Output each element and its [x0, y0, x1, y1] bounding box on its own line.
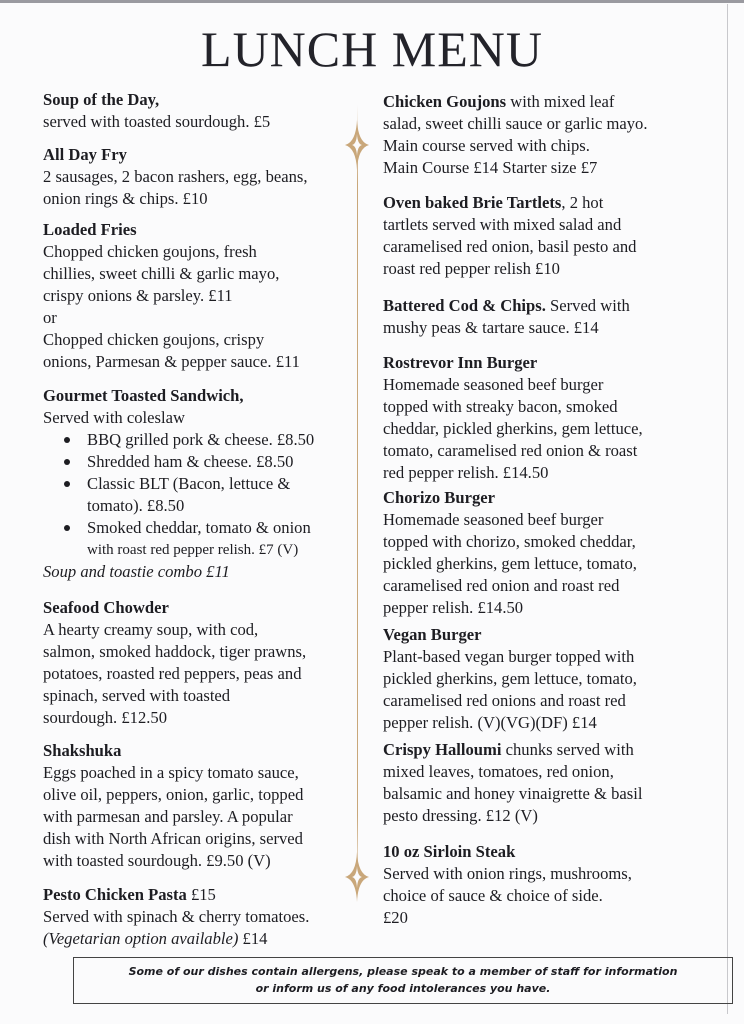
menu-item-description: pesto dressing. £12 (V)	[383, 806, 538, 825]
menu-item-description: Homemade seasoned beef burger	[383, 375, 604, 394]
menu-item-heading	[383, 487, 637, 509]
menu-item-description: pickled gherkins, gem lettuce, tomato,	[383, 554, 637, 573]
menu-item-title: Pesto Chicken Pasta	[43, 885, 187, 904]
menu-item-description: Plant-based vegan burger topped with	[383, 647, 635, 666]
menu-item-description: served with toasted sourdough. £5	[43, 112, 271, 131]
option-text: Shredded ham & cheese. £8.50	[87, 452, 294, 471]
menu-item-heading	[43, 219, 300, 241]
menu-item-title: Loaded Fries	[43, 220, 137, 239]
menu-item-description: Served with coleslaw	[43, 408, 185, 427]
menu-item-title-suffix: with mixed leaf	[506, 92, 615, 111]
option-item	[87, 473, 314, 517]
menu-item-description: mushy peas & tartare sauce. £14	[383, 318, 599, 337]
menu-item-description: 2 sausages, 2 bacon rashers, egg, beans,	[43, 167, 308, 186]
menu-item-heading	[43, 89, 270, 111]
menu-item-heading	[383, 739, 642, 761]
menu-item-title: Shakshuka	[43, 741, 122, 760]
menu-item-description: pepper relish. £14.50	[383, 598, 524, 617]
menu-item-description: potatoes, roasted red peppers, peas and	[43, 664, 302, 683]
menu-item	[43, 597, 306, 729]
menu-item-description: with toasted sourdough. £9.50 (V)	[43, 851, 271, 870]
menu-item-description: caramelised red onion and roast red	[383, 576, 620, 595]
menu-item-description: onion rings & chips. £10	[43, 189, 208, 208]
menu-item-description: choice of sauce & choice of side.	[383, 886, 603, 905]
menu-item-title: Chicken Goujons	[383, 92, 507, 111]
menu-item-description: olive oil, peppers, onion, garlic, topped	[43, 785, 304, 804]
menu-item-title: Chorizo Burger	[383, 488, 495, 507]
option-item	[87, 451, 314, 473]
menu-item-description: A hearty creamy soup, with cod,	[43, 620, 259, 639]
allergen-notice	[73, 957, 733, 1004]
menu-item	[383, 487, 637, 619]
menu-item-title-suffix: , 2 hot	[561, 193, 604, 212]
menu-item-description: £20	[383, 908, 408, 927]
menu-item-description: spinach, served with toasted	[43, 686, 231, 705]
menu-item-title: Gourmet Toasted Sandwich,	[43, 386, 244, 405]
menu-item	[43, 740, 303, 872]
menu-item-heading	[383, 841, 632, 863]
menu-item	[43, 89, 270, 133]
menu-item-title: All Day Fry	[43, 145, 127, 164]
menu-item-description: cheddar, pickled gherkins, gem lettuce,	[383, 419, 643, 438]
menu-item-heading	[383, 91, 647, 113]
menu-item-description: onions, Parmesan & pepper sauce. £11	[43, 352, 300, 371]
option-text: tomato). £8.50	[87, 496, 185, 515]
menu-item	[383, 352, 643, 484]
menu-item-title: Oven baked Brie Tartlets	[383, 193, 562, 212]
option-item	[87, 429, 314, 451]
menu-item-description: caramelised red onion, basil pesto and	[383, 237, 637, 256]
menu-item-description: chillies, sweet chilli & garlic mayo,	[43, 264, 280, 283]
menu-item-description: Eggs poached in a spicy tomato sauce,	[43, 763, 299, 782]
menu-item-description: pickled gherkins, gem lettuce, tomato,	[383, 669, 637, 688]
menu-item-description: Chopped chicken goujons, crispy	[43, 330, 265, 349]
menu-item	[383, 841, 632, 929]
option-list	[43, 429, 314, 561]
menu-item-note	[43, 928, 309, 950]
menu-item-description: Served with spinach & cherry tomatoes.	[43, 907, 310, 926]
menu-item-heading	[383, 624, 637, 646]
menu-item-description: crispy onions & parsley. £11	[43, 286, 233, 305]
menu-item-description: Homemade seasoned beef burger	[383, 510, 604, 529]
menu-item-description: or	[43, 308, 57, 327]
menu-item-title-suffix: chunks served with	[501, 740, 634, 759]
menu-item	[383, 295, 630, 339]
column-divider	[357, 105, 358, 895]
menu-item-description: topped with chorizo, smoked cheddar,	[383, 532, 636, 551]
menu-item-heading	[43, 884, 309, 906]
option-text: Smoked cheddar, tomato & onion	[87, 518, 311, 537]
menu-item-description: topped with streaky bacon, smoked	[383, 397, 618, 416]
menu-item-description: tartlets served with mixed salad and	[383, 215, 622, 234]
menu-item-description: tomato, caramelised red onion & roast	[383, 441, 638, 460]
menu-item-description: Main Course £14 Starter size £7	[383, 158, 598, 177]
menu-item-description: balsamic and honey vinaigrette & basil	[383, 784, 643, 803]
menu-item-description: Main course served with chips.	[383, 136, 590, 155]
menu-item-description: mixed leaves, tomatoes, red onion,	[383, 762, 614, 781]
option-text: BBQ grilled pork & cheese. £8.50	[87, 430, 315, 449]
sparkle-star-icon	[345, 120, 369, 170]
menu-item-title: 10 oz Sirloin Steak	[383, 842, 516, 861]
option-item	[87, 517, 314, 561]
menu-item-description: dish with North African origins, served	[43, 829, 303, 848]
menu-item-title: Vegan Burger	[383, 625, 482, 644]
menu-item-title: Rostrevor Inn Burger	[383, 353, 538, 372]
menu-item-heading	[43, 385, 314, 407]
menu-item	[383, 91, 647, 179]
menu-item-description: with parmesan and parsley. A popular	[43, 807, 293, 826]
menu-item-heading	[43, 144, 308, 166]
menu-item-note-price: £14	[238, 929, 268, 948]
menu-item-heading	[383, 352, 643, 374]
menu-item	[383, 739, 642, 827]
menu-item-description: salad, sweet chilli sauce or garlic mayo.	[383, 114, 648, 133]
menu-item-note	[43, 561, 314, 583]
option-text: with roast red pepper relish. £7 (V)	[87, 542, 299, 558]
menu-item-heading	[383, 295, 630, 317]
menu-item-title: Battered Cod & Chips.	[383, 296, 546, 315]
menu-item-heading	[43, 740, 303, 762]
option-text: Classic BLT (Bacon, lettuce &	[87, 474, 291, 493]
menu-item-heading	[43, 597, 306, 619]
menu-item-description: sourdough. £12.50	[43, 708, 167, 727]
menu-item-description: Served with onion rings, mushrooms,	[383, 864, 632, 883]
menu-item-title: Crispy Halloumi	[383, 740, 502, 759]
menu-item-heading	[383, 192, 636, 214]
menu-item	[43, 219, 300, 373]
sparkle-star-icon	[345, 852, 369, 902]
menu-item	[43, 144, 308, 210]
menu-item-note-text: Soup and toastie combo £11	[43, 562, 230, 581]
menu-item-title-suffix: £15	[186, 885, 216, 904]
menu-item	[383, 192, 636, 280]
menu-item	[43, 385, 314, 583]
menu-item-description: salmon, smoked haddock, tiger prawns,	[43, 642, 307, 661]
menu-item-title: Seafood Chowder	[43, 598, 169, 617]
menu-item-description: caramelised red onions and roast red	[383, 691, 626, 710]
scan-edge-right	[727, 4, 728, 1014]
menu-item-description: red pepper relish. £14.50	[383, 463, 549, 482]
allergen-line: Some of our dishes contain allergens, please speak to a member of staff for information	[128, 965, 678, 978]
menu-item-description: Chopped chicken goujons, fresh	[43, 242, 257, 261]
menu-item-description: pepper relish. (V)(VG)(DF) £14	[383, 713, 597, 732]
menu-item	[383, 624, 637, 734]
allergen-line: or inform us of any food intolerances you have.	[255, 982, 551, 995]
menu-item-description: roast red pepper relish £10	[383, 259, 560, 278]
scan-edge	[0, 0, 744, 3]
menu-item-title: Soup of the Day,	[43, 90, 160, 109]
menu-item	[43, 884, 309, 950]
page-title: LUNCH MENU	[201, 21, 543, 77]
menu-item-title-suffix: Served with	[545, 296, 630, 315]
menu-item-note-text: (Vegetarian option available)	[43, 929, 239, 948]
